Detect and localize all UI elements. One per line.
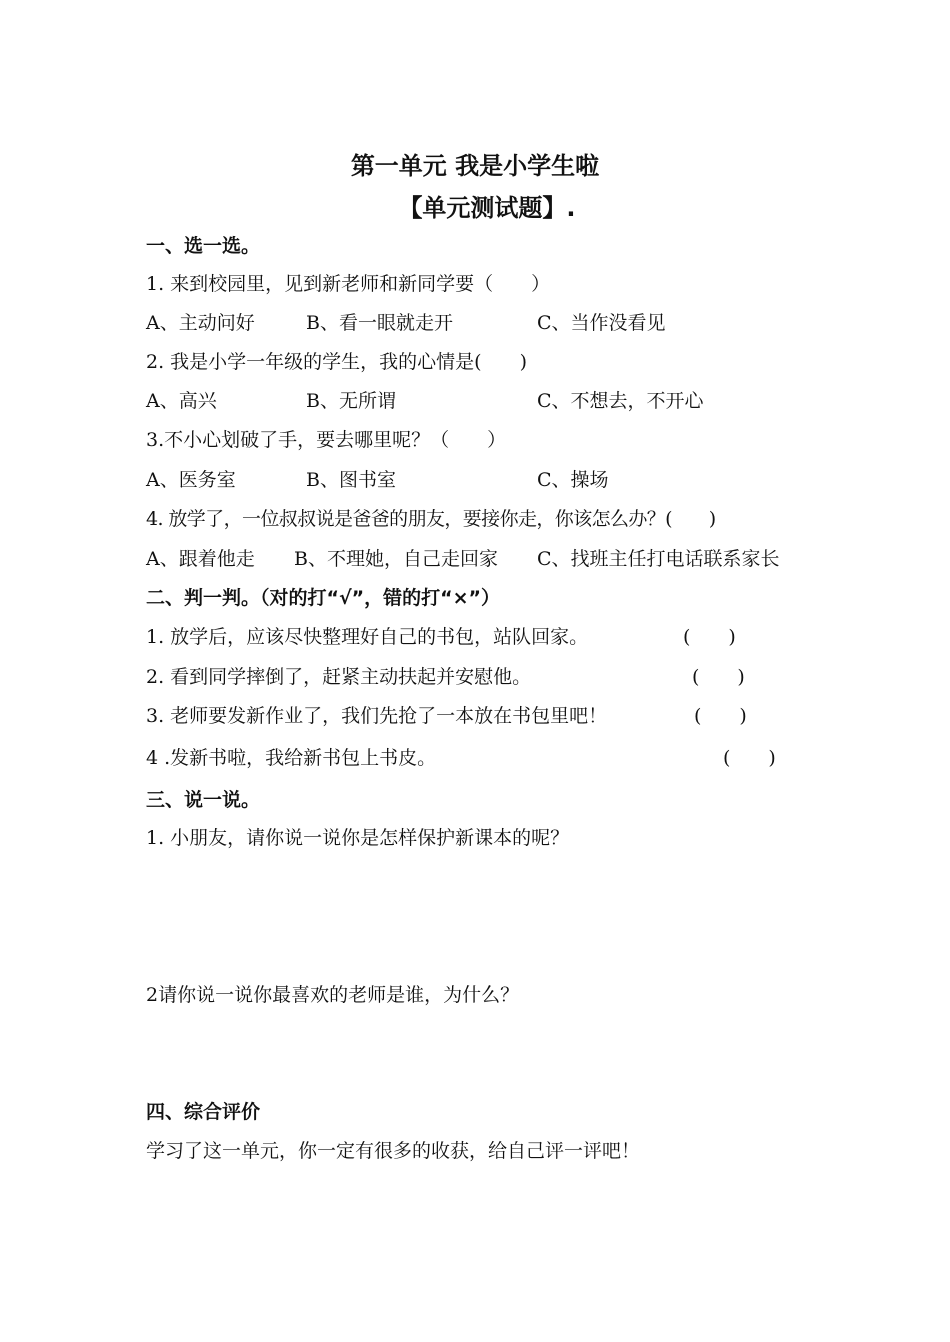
s1-q4-option-b: B、不理她，自己走回家 <box>294 548 498 570</box>
s1-q1-option-c: C、当作没看见 <box>537 312 666 334</box>
section1-heading: 一、选一选。 <box>146 235 261 257</box>
s4-text: 学习了这一单元，你一定有很多的收获，给自己评一评吧！ <box>146 1140 641 1162</box>
s2-item-2-answer-paren: ( ) <box>692 666 745 688</box>
s1-q1-text: 1. 来到校园里，见到新老师和新同学要（ ） <box>146 273 551 295</box>
s2-item-4-text: 4 .发新书啦，我给新书包上书皮。 <box>146 747 437 769</box>
page-title: 第一单元 我是小学生啦 <box>350 152 600 180</box>
s1-q1-option-a: A、主动问好 <box>146 312 255 334</box>
s1-q4-option-a: A、跟着他走 <box>146 548 255 570</box>
section4-heading: 四、综合评价 <box>146 1101 261 1123</box>
s2-item-4-answer-paren: ( ) <box>723 747 776 769</box>
s2-item-3-answer-paren: ( ) <box>694 705 747 727</box>
s1-q2-option-a: A、高兴 <box>146 390 217 412</box>
s2-item-3-text: 3. 老师要发新作业了，我们先抢了一本放在书包里吧！ <box>146 705 608 727</box>
s1-q4-option-c: C、找班主任打电话联系家长 <box>537 548 780 570</box>
section2-heading: 二、判一判。（对的打“√”，错的打“×”） <box>146 587 501 609</box>
s1-q3-option-c: C、操场 <box>537 469 609 491</box>
s2-item-1-answer-paren: ( ) <box>683 626 736 648</box>
s1-q4-text: 4. 放学了，一位叔叔说是爸爸的朋友，要接你走，你该怎么办？( ) <box>146 508 716 530</box>
s2-item-2-text: 2. 看到同学摔倒了，赶紧主动扶起并安慰他。 <box>146 666 532 688</box>
s1-q2-text: 2. 我是小学一年级的学生，我的心情是( ) <box>146 351 527 373</box>
s2-item-1-text: 1. 放学后，应该尽快整理好自己的书包，站队回家。 <box>146 626 589 648</box>
page-subtitle: 【单元测试题】. <box>398 194 576 222</box>
s1-q2-option-b: B、无所谓 <box>306 390 396 412</box>
s1-q1-option-b: B、看一眼就走开 <box>306 312 453 334</box>
s1-q3-option-a: A、医务室 <box>146 469 236 491</box>
s1-q3-text: 3.不小心划破了手，要去哪里呢？（ ） <box>146 429 507 451</box>
section3-heading: 三、说一说。 <box>146 789 261 811</box>
s3-question-2: 2请你说一说你最喜欢的老师是谁，为什么？ <box>146 984 520 1006</box>
s3-question-1: 1. 小朋友，请你说一说你是怎样保护新课本的呢？ <box>146 827 570 849</box>
s1-q3-option-b: B、图书室 <box>306 469 396 491</box>
s1-q2-option-c: C、不想去，不开心 <box>537 390 704 412</box>
